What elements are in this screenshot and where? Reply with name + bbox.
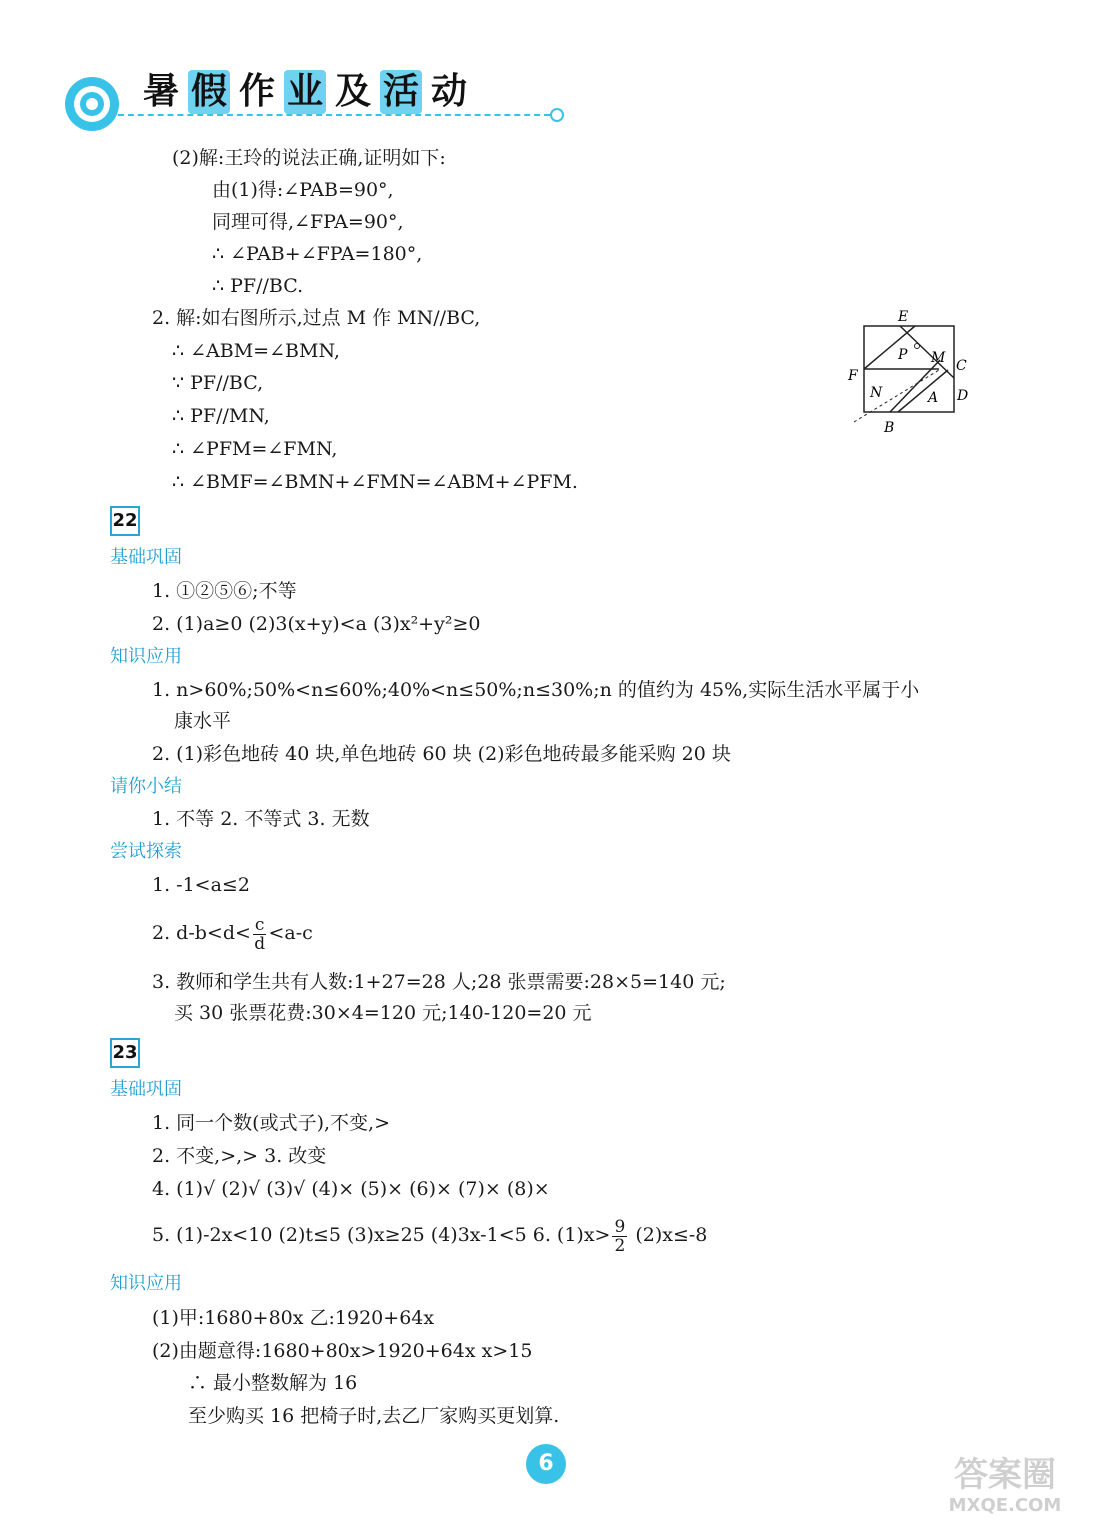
section-heading: 基础巩固 — [110, 547, 182, 568]
fraction — [253, 916, 267, 953]
text-line: ∴ ∠ABM=∠BMN, — [172, 340, 340, 362]
figure-label: N — [870, 385, 883, 401]
answer-line: 至少购买 16 把椅子时,去乙厂家购买更划算. — [188, 1405, 560, 1427]
target-logo-icon — [62, 74, 122, 134]
section-heading: 知识应用 — [110, 1273, 182, 1294]
figure-label: A — [928, 390, 939, 406]
section-heading: 请你小结 — [110, 776, 182, 797]
fraction-denominator: d — [254, 933, 266, 954]
text-line: ∴ PF//MN, — [172, 405, 270, 427]
answer-line: 2. (1)a≥0 (2)3(x+y)<a (3)x²+y²≥0 — [152, 613, 481, 635]
title-char: 假 — [188, 70, 230, 114]
section-number-badge: 22 — [110, 506, 140, 536]
header-dashed-line — [118, 114, 550, 116]
answer-line: 1. n>60%;50%<n≤60%;40%<n≤50%;n≤30%;n 的值约为 45%,实际生活水平属于小 — [152, 679, 920, 701]
answer-line: 1. 同一个数(或式子),不变,> — [152, 1112, 390, 1134]
answer-line — [152, 910, 313, 956]
text-line: 2. 解:如右图所示,过点 M 作 MN//BC, — [152, 307, 481, 329]
expression-text: (2)x≤-8 — [629, 1224, 708, 1246]
expression-text: 5. (1)-2x<10 (2)t≤5 (3)x≥25 (4)3x-1<5 6. (1)x> — [152, 1224, 611, 1246]
watermark-top: 答案圈 — [954, 1455, 1056, 1495]
figure-label: C — [956, 358, 967, 374]
expression-text: 2. d-b<d< — [152, 922, 251, 944]
figure-label: B — [884, 420, 895, 436]
fraction-numerator: c — [254, 914, 265, 935]
section-heading: 尝试探索 — [110, 841, 182, 862]
text-line: ∴ ∠PAB+∠FPA=180°, — [212, 243, 423, 265]
answer-line — [152, 1212, 707, 1258]
answer-line: 康水平 — [174, 710, 232, 732]
answer-line: 2. (1)彩色地砖 40 块,单色地砖 60 块 (2)彩色地砖最多能采购 20 块 — [152, 743, 731, 765]
text-line: ∴ ∠PFM=∠FMN, — [172, 438, 338, 460]
section-heading: 基础巩固 — [110, 1079, 182, 1100]
answer-line: 1. ①②⑤⑥;不等 — [152, 580, 297, 602]
answer-line: (1)甲:1680+80x 乙:1920+64x — [152, 1307, 435, 1329]
answer-line: 2. 不变,>,> 3. 改变 — [152, 1145, 327, 1167]
fraction — [612, 1218, 627, 1255]
text-line: 同理可得,∠FPA=90°, — [212, 211, 404, 233]
title-char: 动 — [430, 71, 467, 112]
title-char: 作 — [238, 71, 275, 112]
header — [0, 0, 1099, 140]
fraction-denominator: 2 — [614, 1235, 626, 1256]
text-line: ∴ PF//BC. — [212, 275, 304, 297]
figure-label: M — [931, 350, 946, 366]
figure-label: E — [898, 309, 909, 325]
figure-label: D — [957, 388, 969, 404]
title-char: 暑 — [142, 71, 179, 112]
title-char: 及 — [334, 71, 371, 112]
figure-label: F — [848, 368, 858, 384]
text-line: ∴ ∠BMF=∠BMN+∠FMN=∠ABM+∠PFM. — [172, 471, 578, 493]
geometry-figure — [840, 300, 980, 440]
answer-line: 1. -1<a≤2 — [152, 874, 250, 896]
text-line: (2)解:王玲的说法正确,证明如下: — [172, 147, 446, 169]
section-heading: 知识应用 — [110, 646, 182, 667]
answer-line: 3. 教师和学生共有人数:1+27=28 人;28 张票需要:28×5=140 元; — [152, 971, 726, 993]
watermark-bottom: MXQE.COM — [948, 1495, 1062, 1516]
figure-label: P — [898, 347, 908, 363]
title-char: 活 — [380, 70, 422, 114]
text-line: 由(1)得:∠PAB=90°, — [212, 179, 394, 201]
answer-line: 1. 不等 2. 不等式 3. 无数 — [152, 808, 370, 830]
header-line-end-dot — [550, 108, 564, 122]
section-number-badge: 23 — [110, 1038, 140, 1068]
header-title — [140, 70, 476, 114]
answer-line: 买 30 张票花费:30×4=120 元;140-120=20 元 — [174, 1002, 592, 1024]
fraction-numerator: 9 — [614, 1216, 626, 1237]
answer-line: ∴ 最小整数解为 16 — [188, 1372, 358, 1394]
expression-text: <a-c — [268, 922, 313, 944]
title-char: 业 — [284, 70, 326, 114]
text-line: ∵ PF//BC, — [172, 372, 264, 394]
page-number: 6 — [526, 1444, 566, 1484]
watermark — [930, 1455, 1080, 1525]
answer-line: 4. (1)√ (2)√ (3)√ (4)× (5)× (6)× (7)× (8)× — [152, 1178, 550, 1200]
answer-line: (2)由题意得:1680+80x>1920+64x x>15 — [152, 1340, 533, 1362]
